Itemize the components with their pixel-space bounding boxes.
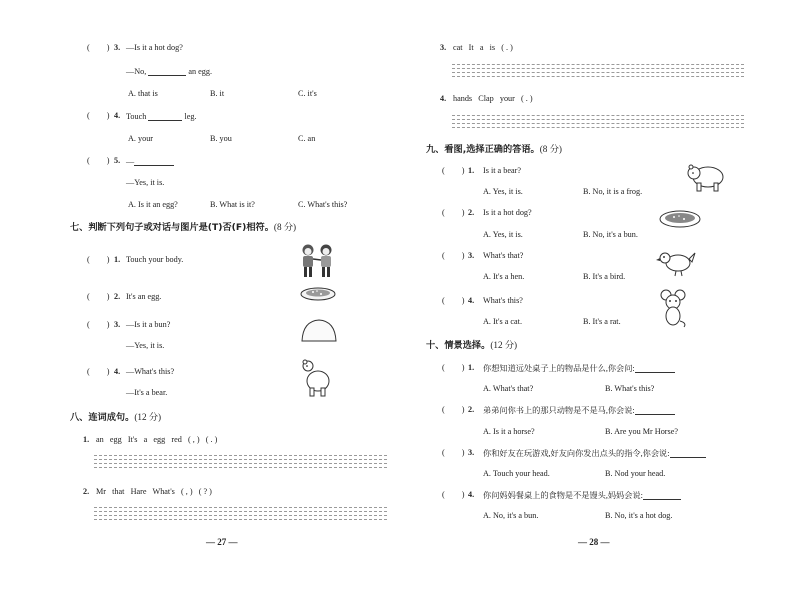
option-b: B. It's a rat. <box>583 317 621 326</box>
option-a: A. Is it an egg? <box>128 200 178 209</box>
option-a: A. It's a hen. <box>483 272 525 281</box>
question-number: 3. <box>468 251 475 260</box>
question-text: 你想知道远处桌子上的物品是什么,你会问: <box>483 364 675 373</box>
option-a: A. Is it a horse? <box>483 427 535 436</box>
question-number: 3. <box>114 320 121 329</box>
question-number: 4. <box>440 94 447 103</box>
question-number: 3. <box>114 43 121 52</box>
question-text: Is it a bear? <box>483 166 521 175</box>
section-heading: 十、情景选择。(12 分) <box>426 340 518 351</box>
question-number: 3. <box>468 448 475 457</box>
question-number: 1. <box>114 255 121 264</box>
writing-lines[interactable] <box>452 115 744 131</box>
option-b: B. What is it? <box>210 200 255 209</box>
question-number: 1. <box>468 166 475 175</box>
answer-paren: ( ) <box>87 367 110 376</box>
bear-picture <box>298 359 334 397</box>
question-text: 弟弟问你书上的那只动物是不是马,你会说: <box>483 406 675 415</box>
question-number: 4. <box>468 490 475 499</box>
answer-line: —Yes, it is. <box>126 178 165 187</box>
answer-paren: ( ) <box>87 111 110 120</box>
question-number: 4. <box>114 367 121 376</box>
answer-paren: ( ) <box>87 255 110 264</box>
answer-paren: ( ) <box>442 490 465 499</box>
question-text: 你和好友在玩游戏,好友向你发出点头的指令,你会说: <box>483 449 706 458</box>
option-b: B. you <box>210 134 232 143</box>
scrambled-words: hands Clap your ( . ) <box>453 94 533 103</box>
question-text: What's this? <box>483 296 523 305</box>
option-b: B. No, it's a bun. <box>583 230 638 239</box>
question-text: —What's this? <box>126 367 175 376</box>
writing-lines[interactable] <box>94 507 387 523</box>
egg-dish-picture <box>299 285 337 303</box>
writing-lines[interactable] <box>94 455 387 471</box>
question-number: 2. <box>83 487 90 496</box>
bun-picture <box>299 317 339 345</box>
question-text: Touch your body. <box>126 255 184 264</box>
bird-picture <box>656 247 696 277</box>
answer-paren: ( ) <box>87 292 110 301</box>
question-number: 4. <box>468 296 475 305</box>
option-a: A. No, it's a bun. <box>483 511 539 520</box>
option-b: B. No, it's a hot dog. <box>605 511 673 520</box>
section-heading: 八、连词成句。(12 分) <box>70 412 162 423</box>
scrambled-words: Mr that Hare What's ( , ) ( ? ) <box>96 487 212 496</box>
answer-paren: ( ) <box>442 208 465 217</box>
question-text: — <box>126 157 174 166</box>
page-number: — 28 — <box>578 537 610 547</box>
option-a: A. Yes, it is. <box>483 187 523 196</box>
question-number: 2. <box>468 208 475 217</box>
option-a: A. Touch your head. <box>483 469 550 478</box>
answer-paren: ( ) <box>442 363 465 372</box>
two-children-picture <box>298 243 338 279</box>
question-number: 1. <box>83 435 90 444</box>
section-heading: 九、看图,选择正确的答语。(8 分) <box>426 144 562 155</box>
option-b: B. It's a bird. <box>583 272 626 281</box>
question-text: It's an egg. <box>126 292 162 301</box>
question-text: Is it a hot dog? <box>483 208 532 217</box>
question-text: —Is it a hot dog? <box>126 43 183 52</box>
answer-paren: ( ) <box>442 405 465 414</box>
question-number: 1. <box>468 363 475 372</box>
question-number: 2. <box>114 292 121 301</box>
answer-paren: ( ) <box>87 156 110 165</box>
option-b: B. it <box>210 89 225 98</box>
answer-line: —Yes, it is. <box>126 341 165 350</box>
answer-line: —It's a bear. <box>126 388 168 397</box>
option-b: B. Are you Mr Horse? <box>605 427 678 436</box>
option-b: B. What's this? <box>605 384 655 393</box>
option-a: A. Yes, it is. <box>483 230 523 239</box>
option-a: A. your <box>128 134 154 143</box>
answer-line: —No, an egg. <box>126 66 212 76</box>
question-text: 你问妈妈餐桌上的食物是不是馒头,妈妈会说: <box>483 491 681 500</box>
option-c: C. an <box>298 134 316 143</box>
option-c: C. What's this? <box>298 200 348 209</box>
scrambled-words: an egg It's a egg red ( , ) ( . ) <box>96 435 218 444</box>
answer-paren: ( ) <box>442 251 465 260</box>
question-number: 2. <box>468 405 475 414</box>
question-text: —Is it a bun? <box>126 320 171 329</box>
option-a: A. It's a cat. <box>483 317 522 326</box>
option-b: B. Nod your head. <box>605 469 666 478</box>
option-a: A. What's that? <box>483 384 534 393</box>
question-text: What's that? <box>483 251 524 260</box>
question-number: 4. <box>114 111 121 120</box>
section-heading: 七、判断下列句子或对话与图片是(T)否(F)相符。(8 分) <box>70 222 297 233</box>
option-a: A. that is <box>128 89 158 98</box>
answer-paren: ( ) <box>87 320 110 329</box>
option-c: C. it's <box>298 89 317 98</box>
writing-lines[interactable] <box>452 64 744 80</box>
option-b: B. No, it is a frog. <box>583 187 643 196</box>
bear-picture <box>684 161 728 193</box>
scrambled-words: cat It a is ( . ) <box>453 43 513 52</box>
answer-paren: ( ) <box>442 166 465 175</box>
answer-paren: ( ) <box>87 43 110 52</box>
question-number: 5. <box>114 156 121 165</box>
page-number: — 27 — <box>206 537 238 547</box>
rat-picture <box>658 288 688 328</box>
right-page <box>400 0 800 598</box>
question-number: 3. <box>440 43 447 52</box>
bun-on-plate-picture <box>658 207 702 231</box>
answer-paren: ( ) <box>442 296 465 305</box>
answer-paren: ( ) <box>442 448 465 457</box>
question-text: Touch leg. <box>126 111 197 121</box>
